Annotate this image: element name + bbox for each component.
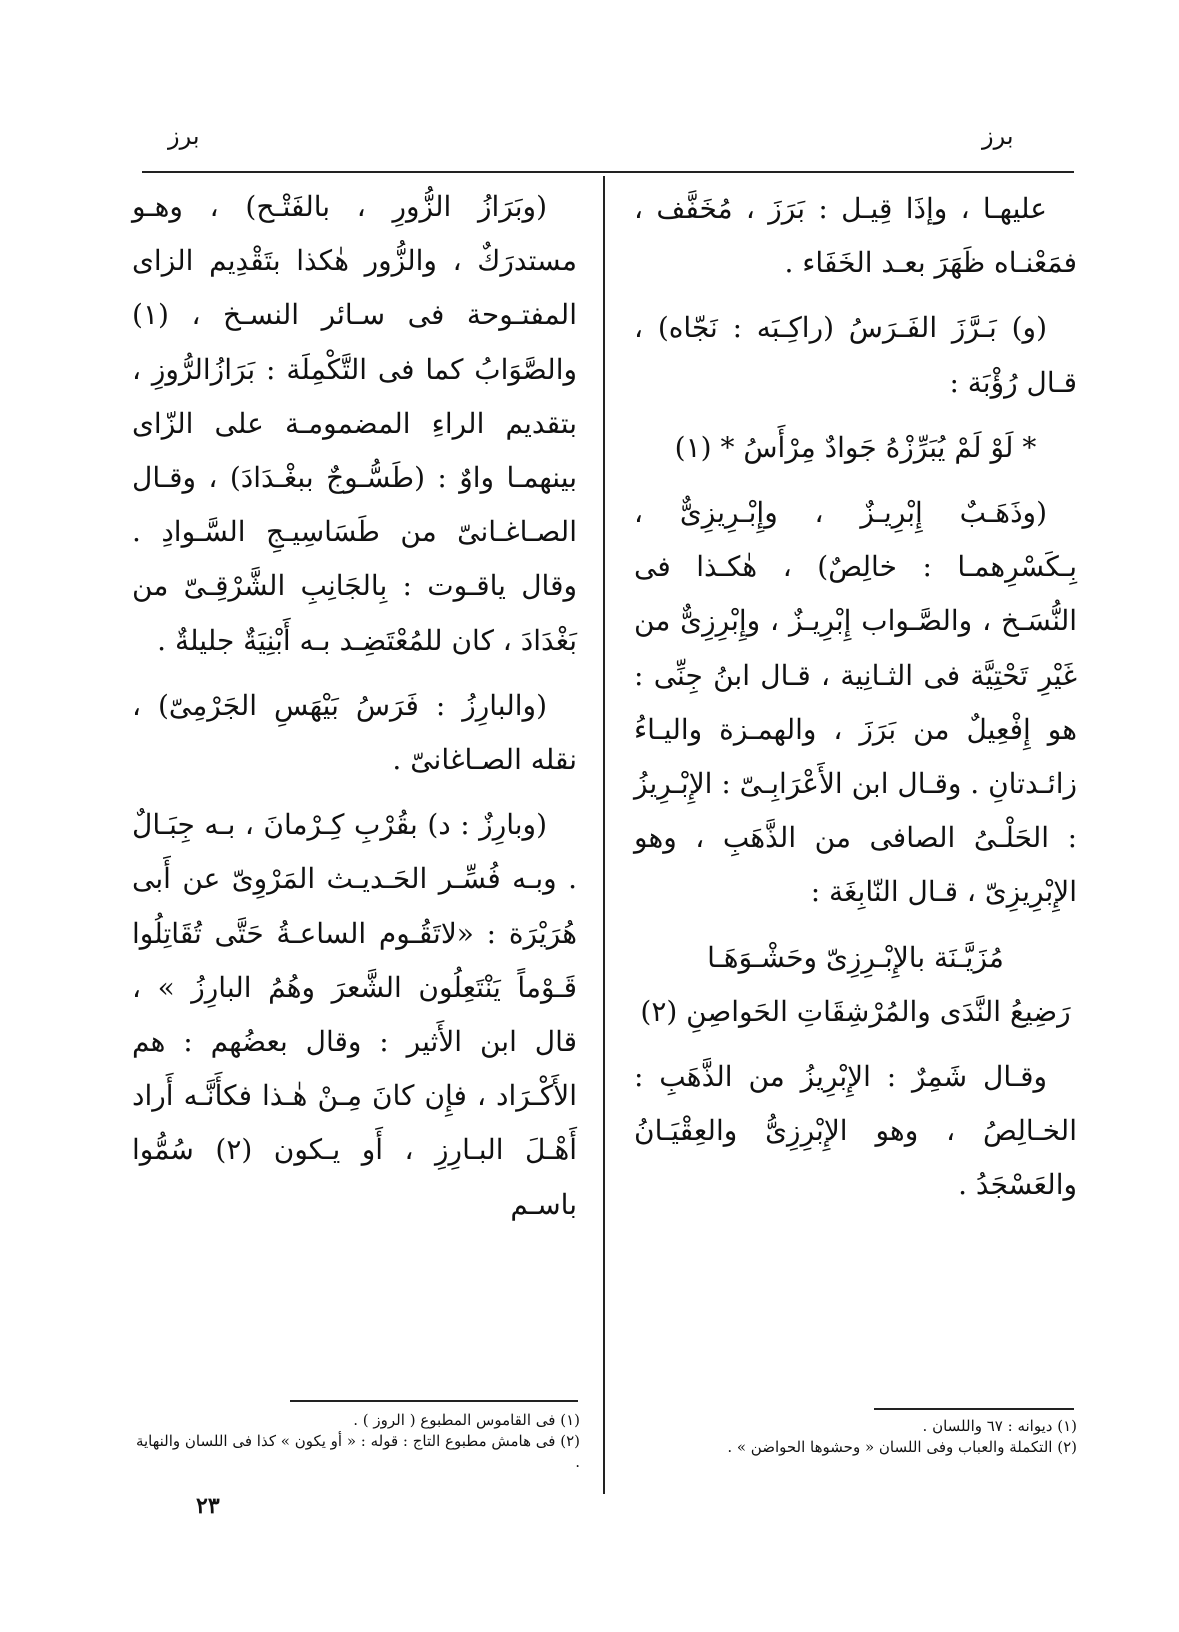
running-header-right: برز [982, 122, 1014, 150]
right-paragraph-2: (و) بَـرَّزَ الفَـرَسُ (راكِـبَه : نَجّاه) ، قـال رُؤْبَة : [634, 311, 1077, 399]
footnotes-right [640, 1416, 1077, 1458]
footnote-right-1: (١) ديوانه : ٦٧ واللسان . [922, 1417, 1077, 1435]
right-verse-2-line-1: مُزَيَّـنَة بالإِبْـرِزِىّ وحَشْـوَهَـا [707, 940, 1004, 974]
right-verse-2-line-2: رَضِيعُ النَّدَى والمُرْشِقَاتِ الحَواصِنِ (٢) [640, 994, 1071, 1028]
column-divider [603, 176, 605, 1494]
footnote-rule-right [874, 1408, 1074, 1410]
footnote-rule-left [290, 1400, 578, 1402]
running-header-left: برز [168, 122, 200, 150]
page-number: ٢٣ [196, 1493, 220, 1519]
left-paragraph-3: (وبارِزٌ : د) بقُرْبِ كِـرْمانَ ، بـه جِبَـالٌ . وبـه فُسِّـر الحَـديـث المَرْوِىّ عن أَبى هُرَيْرَة : «لاتَقُـوم الساعـةُ حَتَّى تُقَاتِلُوا قَـوْماً يَنْتَعِلُون الشَّعرَ وهُمُ البارِزُ » ، قال ابن الأَثير : وقال بعضُهم : هم الأَكْـرَاد ، فإِن كانَ مِـنْ هٰـذا فكأَنَّـه أَراد أَهْـلَ البـارِزِ ، أَو يـكون (٢) سُمُّوا باسـم [132, 808, 578, 1221]
left-paragraph-2: (والبارِزُ : فَرَسُ بَيْهَسِ الجَرْمِىّ) ، نقله الصـاغانىّ . [132, 688, 577, 777]
header-rule [142, 171, 1074, 173]
right-verse-1: * لَوْ لَمْ يُبَرِّزْهُ جَوادٌ مِرْأَسُ * (١) [674, 430, 1037, 464]
footnote-left-2: (٢) فى هامش مطبوع التاج : قوله : « أو يكون » كذا فى اللسان والنهاية . [135, 1432, 580, 1471]
right-column [634, 182, 1077, 1224]
right-paragraph-1: عليهـا ، وإذَا قِيـل : بَرَزَ ، مُخَفَّف ، فمَعْنـاه ظَهَرَ بعـد الخَفَاء . [634, 192, 1077, 280]
right-paragraph-3: (وذَهَـبٌ إِبْرِيـزٌ ، وإِبْـرِيزِىٌّ ، بِـكَسْرِهمـا : خالِصٌ) ، هٰكـذا فى النُّسَـخ ، والصَّـواب إِبْرِيـزٌ ، وإِبْرِزِىٌّ من غَيْرِ تَحْتِيَّة فى الثـانِية ، قـال ابنُ جِنِّى : هو إِفْعِيلٌ من بَرَزَ ، والهمـزة واليـاءُ زائـدتانِ . وقـال ابن الأَعْرَابِـىّ : الإِبْـرِيزُ : الحَلْـىُ الصافى من الذَّهَبِ ، وهو الإِبْرِيزِىّ ، قـال النّابِغَة : [634, 496, 1077, 909]
footnotes-left [132, 1410, 580, 1473]
left-column [132, 180, 577, 1243]
footnote-right-2: (٢) التكملة والعباب وفى اللسان « وحشوها الحواضن » . [727, 1438, 1077, 1456]
left-paragraph-1: (وبَرَازُ الزُّورِ ، بالفَتْـح) ، وهـو مستدرَكٌ ، والزُّور هٰكذا بتَقْدِيم الزاى المفتـوحة فى سـائر النسـخ ، (١) والصَّوَابُ كما فى التَّكْمِلَة : بَرَازُالرُّوزِ ، بتقديم الراءِ المضمومـة على الزّاى بينهمـا واوٌ : (طَسُّـوجٌ ببغْـدَادَ) ، وقـال الصـاغـانىّ من طَسَاسِيـجِ السَّـوادِ . وقال ياقـوت : بِالجَانِبِ الشَّرْقِـىّ من بَغْدَادَ ، كان للمُعْتَضِـد بـه أَبْنِيَةٌ جليلةٌ . [132, 190, 577, 657]
right-paragraph-4: وقـال شَمِرٌ : الإِبْرِيزُ من الذَّهَبِ : الخـالِصُ ، وهو الإِبْرِزِىُّ والعِقْيَـانُ والعَسْجَدُ . [634, 1060, 1077, 1202]
footnote-left-1: (١) فى القاموس المطبوع ( الروز ) . [353, 1411, 580, 1429]
